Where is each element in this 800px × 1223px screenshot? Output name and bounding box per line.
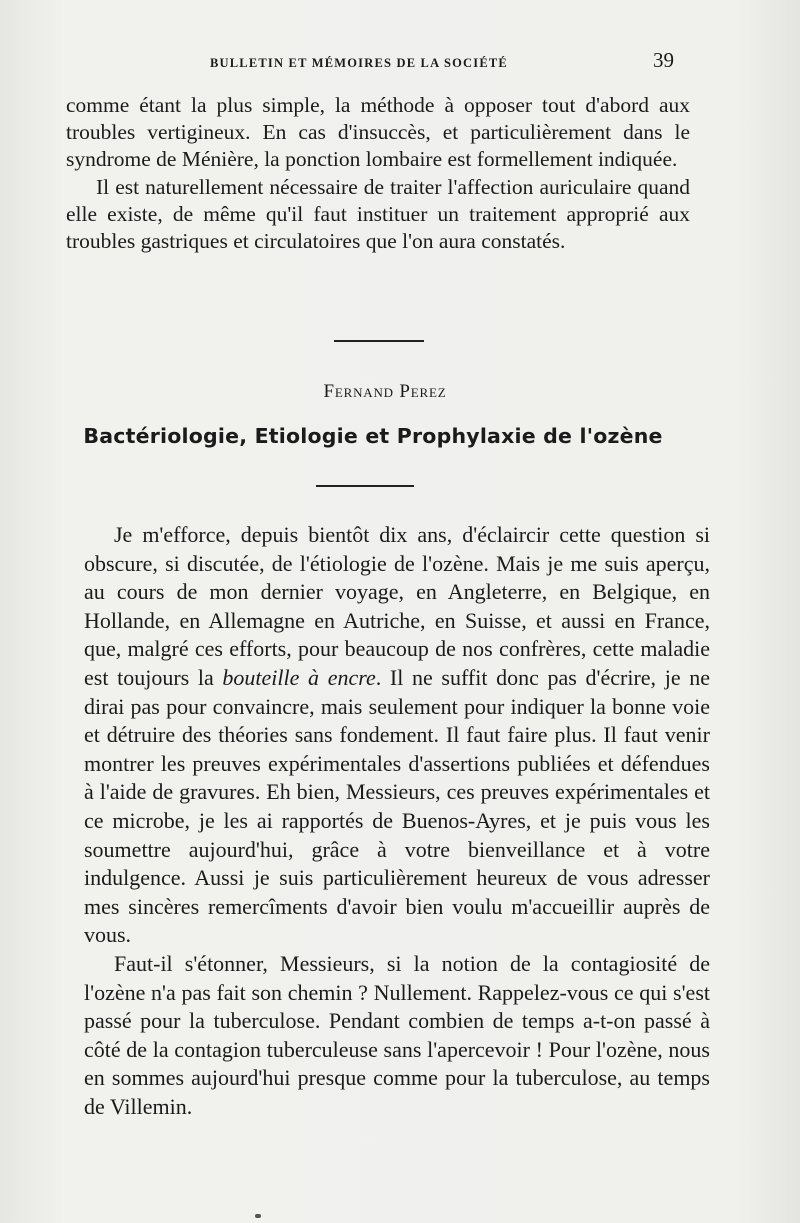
- title-divider: [316, 485, 414, 487]
- article-author: Fernand Perez: [323, 381, 447, 402]
- italic-phrase: bouteille à encre: [222, 664, 376, 690]
- running-header: [0, 48, 800, 76]
- paragraph: comme étant la plus simple, la méthode à opposer tout d'abord aux troubles vertigineux. En cas d'insuccès, et particulièrement dans le syndrome de Ménière, la ponction lombaire est formellement indiquée.: [66, 93, 690, 172]
- running-title: BULLETIN ET MÉMOIRES DE LA SOCIÉTÉ: [210, 56, 508, 70]
- previous-article-ending: [66, 92, 690, 255]
- page-number: 39: [653, 48, 674, 72]
- text-run: Je m'efforce, depuis bientôt dix ans, d'éclaircir cette question si obscure, si discutée, de l'étiologie de l'ozène. Mais je me suis aperçu, au cours de mon dernier voyage, en Angleterre, en Belgique, en Hollande, en Allemagne en Autriche, en Suisse, et aussi en France, que, malgré ces efforts, pour beaucoup de nos confrères, cette maladie est toujours la: [84, 522, 710, 690]
- article-body: [84, 521, 710, 1121]
- paragraph: [84, 521, 710, 950]
- article-title: Bactériologie, Etiologie et Prophylaxie de l'ozène: [83, 424, 663, 448]
- text-run: . Il ne suffit donc pas d'écrire, je ne dirai pas pour convaincre, mais seulement pour indiquer la bonne voie et détruire des théories sans fondement. Il faut faire plus. Il faut venir montrer les preuves expérimentales d'assertions publiées et défendues à l'aide de gravures. Eh bien, Messieurs, ces preuves expérimentales et ce microbe, je les ai rapportés de Buenos-Ayres, et je puis vous les soumettre aujourd'hui, grâce à votre bienveillance et à votre indulgence. Aussi je suis particulièrement heureux de vous adresser mes sincères remercîments d'avoir bien voulu m'accueillir auprès de vous.: [84, 664, 710, 948]
- section-divider: [334, 340, 424, 342]
- paragraph: Faut-il s'étonner, Messieurs, si la notion de la contagiosité de l'ozène n'a pas fait son chemin ? Nullement. Rappelez-vous ce qui s'est passé pour la tuberculose. Pendant combien de temps a-t-on passé à côté de la contagion tuberculeuse sans l'apercevoir ! Pour l'ozène, nous en sommes aujourd'hui presque comme pour la tuberculose, au temps de Villemin.: [84, 950, 710, 1119]
- ink-speck: [255, 1214, 261, 1218]
- paragraph: Il est naturellement nécessaire de traiter l'affection auriculaire quand elle existe, de même qu'il faut instituer un traitement approprié aux troubles gastriques et circulatoires que l'on aura constatés.: [66, 174, 690, 254]
